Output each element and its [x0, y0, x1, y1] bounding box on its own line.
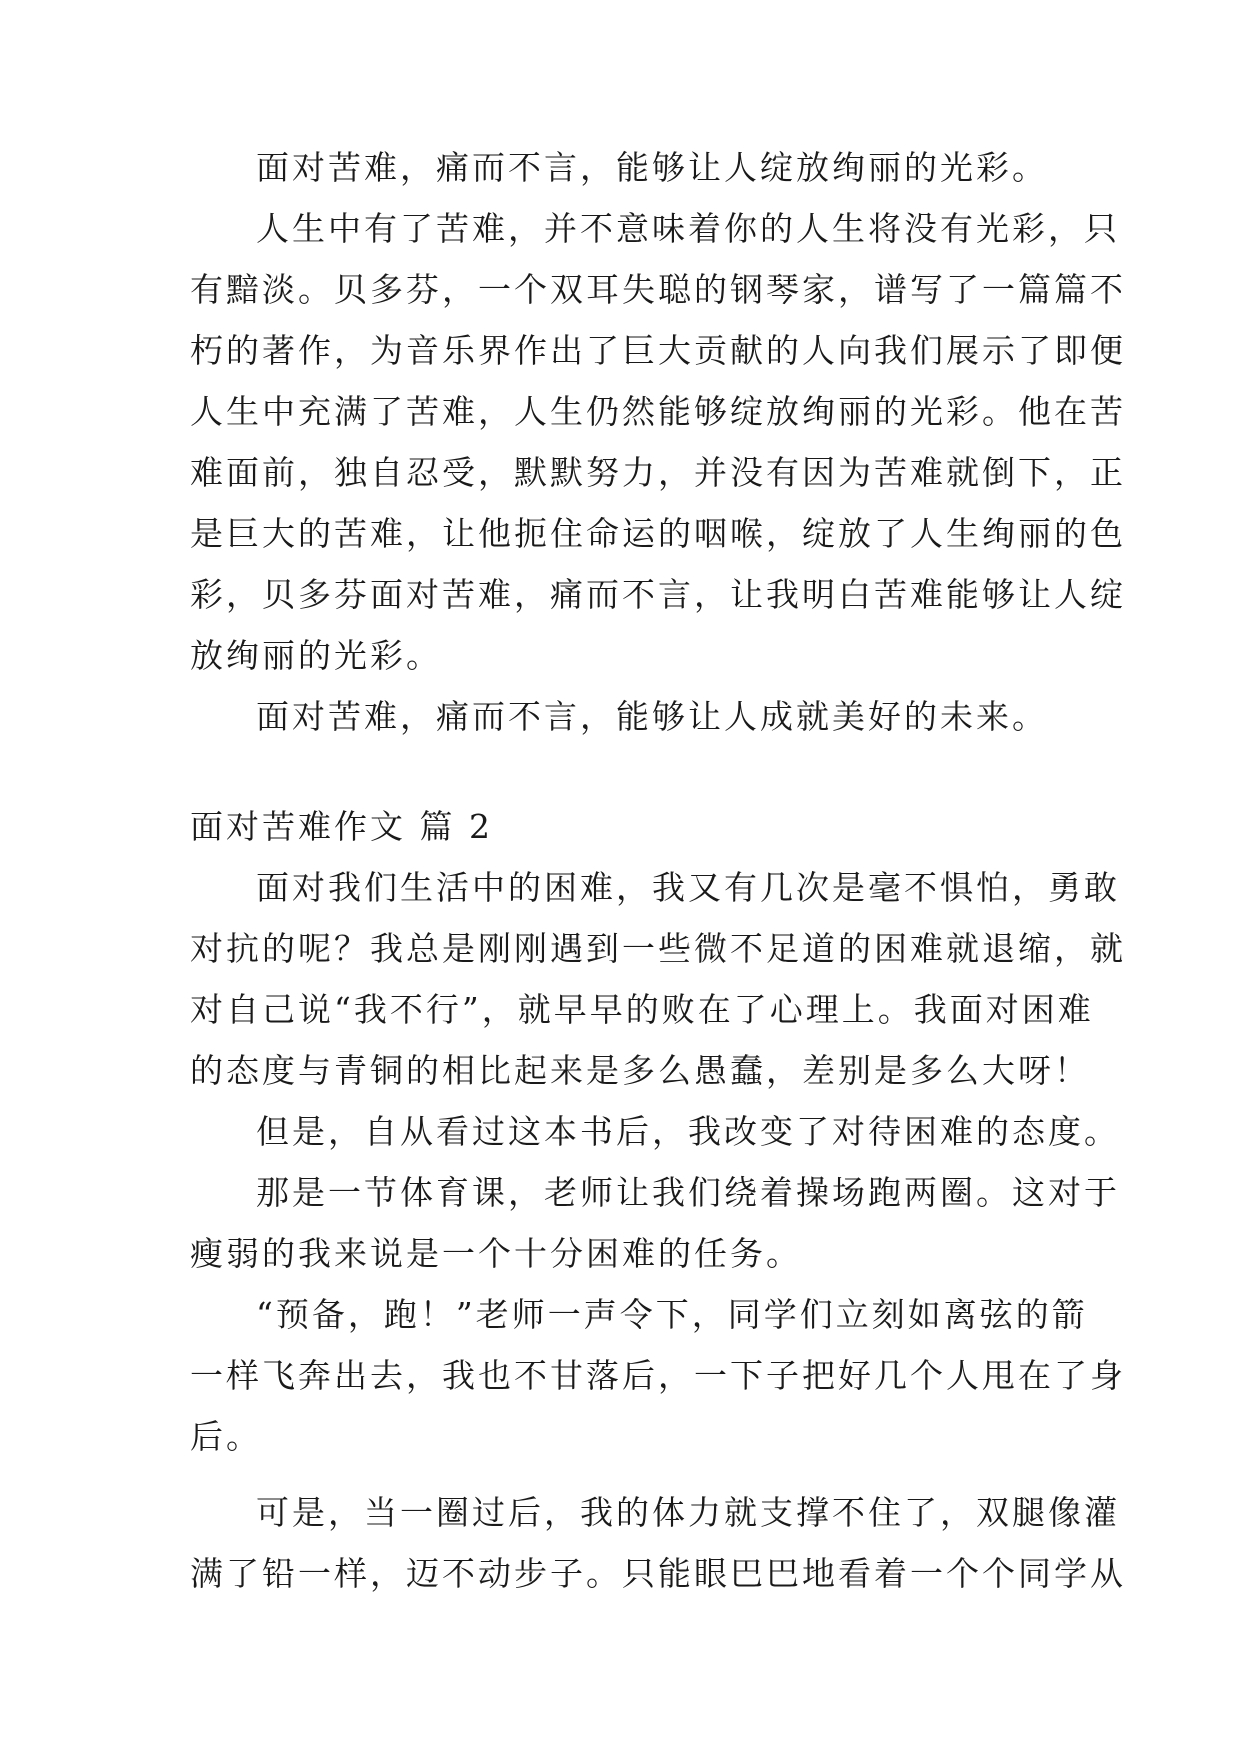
section-heading: 面对苦难作文 篇 2	[190, 807, 493, 846]
paragraph-line: 人生中有了苦难，并不意味着你的人生将没有光彩，只	[256, 209, 1120, 248]
paragraph-line: 那是一节体育课，老师让我们绕着操场跑两圈。这对于	[256, 1173, 1120, 1212]
paragraph-line: 对自己说“我不行”，就早早的败在了心理上。我面对困难	[190, 990, 1094, 1029]
paragraph-line: 后。	[190, 1417, 262, 1456]
paragraph-line: 但是，自从看过这本书后，我改变了对待困难的态度。	[256, 1112, 1120, 1151]
paragraph-line: “预备，跑！”老师一声令下，同学们立刻如离弦的箭	[256, 1295, 1088, 1334]
paragraph-line: 人生中充满了苦难，人生仍然能够绽放绚丽的光彩。他在苦	[190, 392, 1126, 431]
paragraph-line: 面对苦难，痛而不言，能够让人绽放绚丽的光彩。	[256, 148, 1048, 187]
paragraph-line: 可是，当一圈过后，我的体力就支撑不住了，双腿像灌	[256, 1493, 1120, 1532]
paragraph-line: 面对苦难，痛而不言，能够让人成就美好的未来。	[256, 697, 1048, 736]
paragraph-line: 对抗的呢？我总是刚刚遇到一些微不足道的困难就退缩，就	[190, 929, 1126, 968]
paragraph-line: 难面前，独自忍受，默默努力，并没有因为苦难就倒下，正	[190, 453, 1126, 492]
paragraph-line: 的态度与青铜的相比起来是多么愚蠢，差别是多么大呀！	[190, 1051, 1090, 1090]
paragraph-line: 彩，贝多芬面对苦难，痛而不言，让我明白苦难能够让人绽	[190, 575, 1126, 614]
paragraph-line: 满了铅一样，迈不动步子。只能眼巴巴地看着一个个同学从	[190, 1554, 1126, 1593]
paragraph-line: 有黯淡。贝多芬，一个双耳失聪的钢琴家，谱写了一篇篇不	[190, 270, 1126, 309]
paragraph-line: 面对我们生活中的困难，我又有几次是毫不惧怕，勇敢	[256, 868, 1120, 907]
paragraph-line: 放绚丽的光彩。	[190, 636, 442, 675]
paragraph-line: 瘦弱的我来说是一个十分困难的任务。	[190, 1234, 802, 1273]
paragraph-line: 一样飞奔出去，我也不甘落后，一下子把好几个人甩在了身	[190, 1356, 1126, 1395]
paragraph-line: 是巨大的苦难，让他扼住命运的咽喉，绽放了人生绚丽的色	[190, 514, 1126, 553]
paragraph-line: 朽的著作，为音乐界作出了巨大贡献的人向我们展示了即便	[190, 331, 1126, 370]
